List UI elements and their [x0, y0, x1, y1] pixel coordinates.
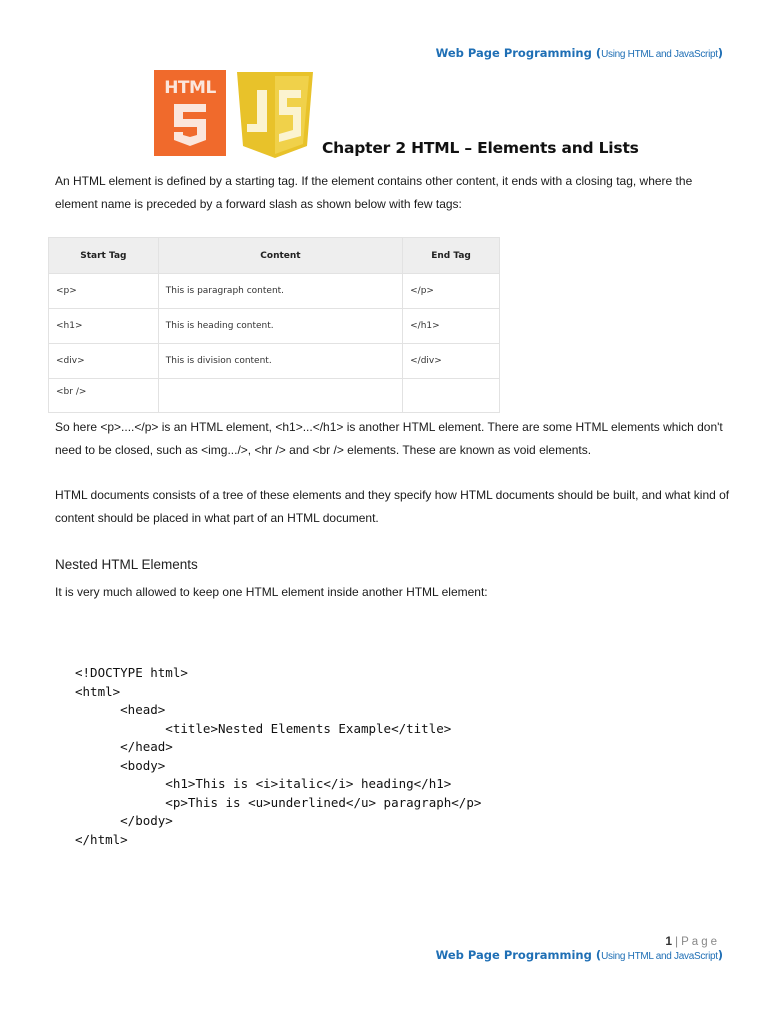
javascript-logo-icon — [235, 70, 315, 160]
start-tag-cell: <h1> — [49, 309, 159, 344]
header-end-tag: End Tag — [403, 238, 500, 274]
code-example — [75, 664, 481, 849]
chapter-title: Chapter 2 HTML – Elements and Lists — [322, 139, 639, 157]
running-footer — [436, 948, 723, 962]
page-number — [665, 934, 720, 948]
code-line: <body> — [75, 757, 166, 773]
code-line: </body> — [75, 813, 173, 828]
table-row — [49, 274, 500, 309]
code-line: </head> — [75, 739, 173, 754]
document-tree-paragraph: HTML documents consists of a tree of these elements and they specify how HTML documents should be built, and what kind of content should be placed in what part of an HTML document. — [55, 488, 730, 525]
code-line: <head> — [75, 702, 166, 717]
content-cell — [158, 379, 402, 413]
table-header-row — [49, 238, 500, 274]
html5-logo-icon — [154, 70, 226, 156]
footer-open-paren: ( — [595, 948, 602, 962]
code-line: <title>Nested Elements Example</title> — [75, 720, 452, 736]
void-elements-paragraph: So here <p>....</p> is an HTML element, <h1>...</h1> is another HTML element. There are some HTML elements which don't need to be closed, such as <img.../>, <hr /> and <br /> elements. These are known as void elements. — [55, 420, 723, 457]
end-tag-cell: </p> — [403, 274, 500, 309]
nested-elements-heading: Nested HTML Elements — [55, 557, 198, 572]
running-header — [436, 46, 723, 60]
header-close-paren: ) — [717, 46, 723, 60]
nested-elements-description: It is very much allowed to keep one HTML element inside another HTML element: — [55, 585, 488, 599]
start-tag-cell: <p> — [49, 274, 159, 309]
start-tag-cell: <br /> — [49, 379, 159, 413]
end-tag-cell — [403, 379, 500, 413]
header-title: Web Page Programming — [435, 46, 592, 60]
page-separator: | — [675, 934, 679, 948]
content-cell: This is heading content. — [158, 309, 402, 344]
code-line: <h1>This is <i>italic</i> heading</h1> — [75, 776, 452, 791]
footer-title: Web Page Programming — [435, 948, 592, 962]
content-cell: This is paragraph content. — [158, 274, 402, 309]
code-line: <!DOCTYPE html> — [75, 665, 188, 680]
html5-logo-text: HTML — [164, 78, 216, 98]
header-subtitle: Using HTML and JavaScript — [601, 49, 718, 60]
html5-five-glyph-icon — [172, 102, 208, 148]
table-row — [49, 379, 500, 413]
header-start-tag: Start Tag — [49, 238, 159, 274]
end-tag-cell: </h1> — [403, 309, 500, 344]
table-row — [49, 309, 500, 344]
start-tag-cell: <div> — [49, 344, 159, 379]
end-tag-cell: </div> — [403, 344, 500, 379]
table-row — [49, 344, 500, 379]
header-content: Content — [158, 238, 402, 274]
code-line: <html> — [75, 683, 121, 699]
code-line: <p>This is <u>underlined</u> paragraph</p> — [75, 794, 482, 810]
content-cell: This is division content. — [158, 344, 402, 379]
footer-close-paren: ) — [717, 948, 723, 962]
page-number-value: 1 — [665, 934, 673, 948]
page-word: Page — [681, 936, 720, 948]
tag-table — [48, 237, 500, 413]
code-line: </html> — [75, 831, 128, 847]
intro-paragraph: An HTML element is defined by a starting tag. If the element contains other content, it ends with a closing tag, where the element name is preceded by a forward slash as shown below with few tags: — [55, 174, 693, 211]
footer-subtitle: Using HTML and JavaScript — [601, 951, 718, 962]
header-open-paren: ( — [595, 46, 602, 60]
